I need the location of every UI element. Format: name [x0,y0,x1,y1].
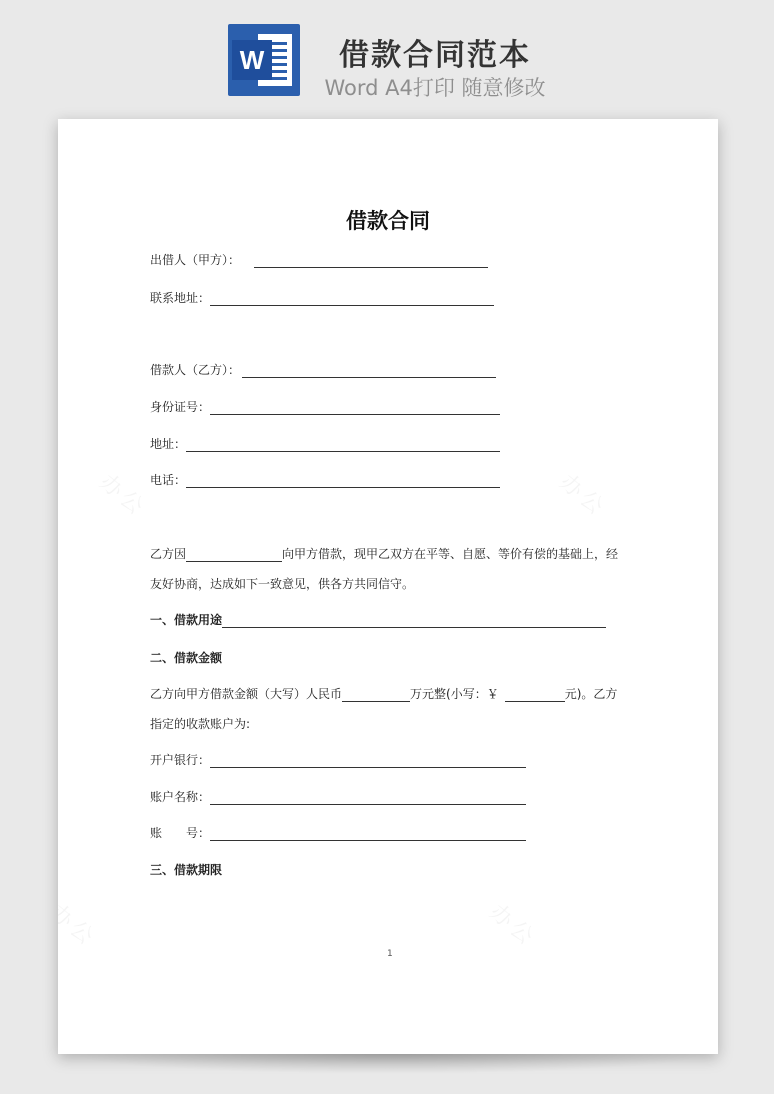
para1-start: 乙方因 [150,547,187,561]
para1-line2: 友好协商，达成如下一致意见，供各方共同信守。 [150,577,415,591]
amount-digits-blank[interactable] [505,688,565,702]
amount-words-blank[interactable] [342,688,410,702]
page-number: 1 [387,949,393,959]
section2-heading: 二、借款金额 [150,651,223,665]
amount-line2: 指定的收款账户为: [150,717,251,731]
section1-heading: 一、借款用途 [150,613,223,627]
account-name-blank[interactable] [210,791,526,805]
amount-paragraph [150,685,617,702]
page-shadow [70,1054,706,1074]
purpose-blank[interactable] [222,614,606,628]
id-label: 身份证号： [150,400,211,414]
purpose-paragraph [150,545,618,562]
address-label: 地址： [150,437,187,451]
para1-mid: 向甲方借款，现甲乙双方在平等、自愿、等价有偿的基础上，经 [282,547,619,561]
watermark [58,896,104,953]
borrower-row [150,361,496,378]
header-title: 借款合同范本 [339,38,531,73]
lender-blank[interactable] [254,254,488,268]
phone-row [150,471,500,488]
document-title: 借款合同 [346,209,430,233]
reason-blank[interactable] [186,548,282,562]
section3-heading: 三、借款期限 [150,863,223,877]
watermark [484,896,544,953]
lender-contact-row [150,289,494,306]
borrower-blank[interactable] [242,364,496,378]
lender-row [150,251,488,268]
borrower-label: 借款人（乙方）： [150,363,241,377]
account-name-label: 账户名称： [150,790,211,804]
id-row [150,398,500,415]
header [0,0,774,110]
watermark [94,466,154,523]
account-no-label: 账 号： [150,826,211,840]
amount-mid: 万元整(小写：￥ [410,687,499,701]
amount-end: 元)。乙方 [564,687,618,701]
account-name-row [150,788,526,805]
lender-contact-label: 联系地址： [150,291,211,305]
bank-label: 开户银行： [150,753,211,767]
bank-row [150,751,526,768]
document-page [58,119,718,1054]
bank-blank[interactable] [210,754,526,768]
account-no-blank[interactable] [210,827,526,841]
address-blank[interactable] [186,438,500,452]
address-row [150,435,500,452]
lender-contact-blank[interactable] [210,292,494,306]
word-icon-letter: W [232,40,272,80]
section1-row [150,611,606,628]
phone-blank[interactable] [186,474,500,488]
word-icon [228,24,300,96]
lender-label: 出借人（甲方）： [150,253,241,267]
account-no-row [150,824,526,841]
watermark [554,466,614,523]
phone-label: 电话： [150,473,187,487]
header-subtitle: Word A4打印 随意修改 [324,76,546,100]
amount-start: 乙方向甲方借款金额（大写）人民币 [150,687,343,701]
id-blank[interactable] [210,401,500,415]
